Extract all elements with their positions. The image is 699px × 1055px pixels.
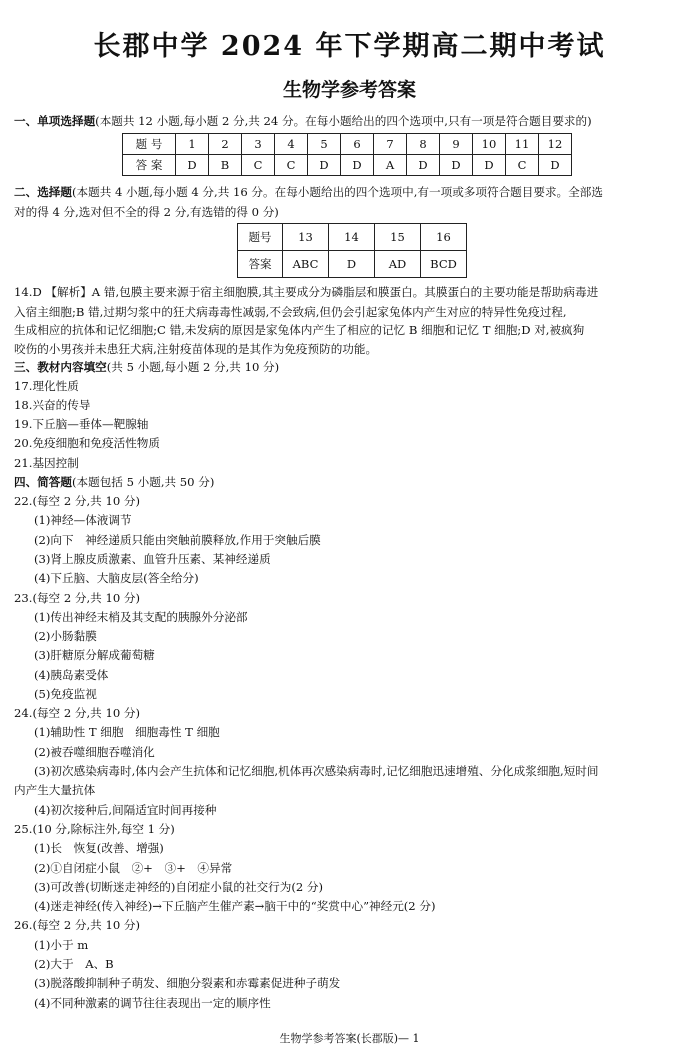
q22-item: (2)向下 神经递质只能由突触前膜释放,作用于突触后膜 [34,533,321,547]
section1-answer-cell: D [440,155,473,176]
section1-answer-cell: D [341,155,374,176]
section2-row-label-a: 答案 [238,251,283,278]
q23-item: (4)胰岛素受体 [34,668,109,682]
page-title: 长郡中学 2024 年下学期高二期中考试 [93,31,606,62]
list-item: 21.基因控制 [14,456,79,470]
section1-answer-cell: B [209,155,242,176]
q26-item: (1)小于 m [34,938,89,952]
q14-line1: 14.D 【解析】A 错,包膜主要来源于宿主细胞膜,其主要成分为磷脂层和膜蛋白。其膜蛋白的主要功能是帮助病毒进 [14,285,599,299]
q23-item: (2)小肠黏膜 [34,629,97,643]
q26-item: (4)不同种激素的调节往往表现出一定的顺序性 [34,996,271,1010]
q22-item: (4)下丘脑、大脑皮层(答全给分) [34,571,199,585]
q14-line2: 入宿主细胞;B 错,过期匀浆中的狂犬病毒毒性减弱,不会致病,但仍会引起家兔体内产生对应的特异性免疫过程, [14,305,567,319]
list-item: 19.下丘脑—垂体—靶腺轴 [14,417,149,431]
section1-num-cell: 9 [440,134,473,155]
section1-num-cell: 4 [275,134,308,155]
section2-note-line1: (本题共 4 小题,每小题 4 分,共 16 分。在每小题给出的四个选项中,有一项或多项符合题目要求。全部选 [71,185,603,199]
q24-item: (4)初次接种后,间隔适宜时间再接种 [34,803,217,817]
section1-num-cell: 7 [374,134,407,155]
section2-answer-table [237,223,467,278]
q24-head: 24.(每空 2 分,共 10 分) [14,706,141,720]
section1-row-label-q: 题 号 [123,134,176,155]
q24-item-continued: 内产生大量抗体 [14,783,96,797]
page-subtitle: 生物学参考答案 [282,79,416,101]
section3-note: (共 5 小题,每小题 2 分,共 10 分) [106,360,280,374]
q22-item: (1)神经—体液调节 [34,513,132,527]
section2-num-cell: 14 [329,224,375,251]
section2-heading: 二、选择题 [14,185,72,199]
section1-answer-cell: D [308,155,341,176]
section1-answer-cell: D [407,155,440,176]
section2-answer-row [238,251,467,278]
section1-note: (本题共 12 小题,每小题 2 分,共 24 分。在每小题给出的四个选项中,只有一项是符合题目要求的) [95,114,592,128]
section1-num-cell: 1 [176,134,209,155]
section1-answer-cell: A [374,155,407,176]
q22-head: 22.(每空 2 分,共 10 分) [14,494,141,508]
list-item: 18.兴奋的传导 [14,398,91,412]
section2-answer-cell: D [329,251,375,278]
section1-answer-cell: C [275,155,308,176]
section2-heading-line [14,184,603,200]
q25-item: (2)①自闭症小鼠 ②+ ③+ ④异常 [34,861,233,875]
section2-num-cell: 15 [375,224,421,251]
q26-head: 26.(每空 2 分,共 10 分) [14,918,141,932]
section1-answer-row [123,155,572,176]
section1-number-row [123,134,572,155]
section1-num-cell: 5 [308,134,341,155]
q24-item: (3)初次感染病毒时,体内会产生抗体和记忆细胞,机体再次感染病毒时,记忆细胞迅速增殖、分化成浆细胞,短时间 [34,764,599,778]
q23-item: (3)肝糖原分解成葡萄糖 [34,648,155,662]
section2-row-label-q: 题号 [238,224,283,251]
section2-number-row [238,224,467,251]
section1-num-cell: 11 [506,134,539,155]
section2-answer-cell: AD [375,251,421,278]
section3-heading-line [14,359,279,375]
section2-num-cell: 13 [283,224,329,251]
section1-answer-table [122,133,572,176]
section3-heading: 三、教材内容填空 [14,360,107,374]
q24-item: (2)被吞噬细胞吞噬消化 [34,745,155,759]
section1-num-cell: 12 [539,134,572,155]
q22-item: (3)肾上腺皮质激素、血管升压素、某神经递质 [34,552,271,566]
section1-answer-cell: C [242,155,275,176]
section4-note: (本题包括 5 小题,共 50 分) [71,475,215,489]
section1-row-label-a: 答 案 [123,155,176,176]
list-item: 20.免疫细胞和免疫活性物质 [14,436,160,450]
q24-item: (1)辅助性 T 细胞 细胞毒性 T 细胞 [34,725,220,739]
section4-heading-line [14,474,214,490]
q14-line3: 生成相应的抗体和记忆细胞;C 错,未发病的原因是家兔体内产生了相应的记忆 B 细胞和记忆 T 细胞;D 对,被疯狗 [14,323,585,337]
section1-answer-cell: C [506,155,539,176]
q26-item: (2)大于 A、B [34,957,114,971]
section1-heading-line [14,113,592,129]
section1-num-cell: 2 [209,134,242,155]
section2-answer-cell: BCD [421,251,467,278]
section1-num-cell: 8 [407,134,440,155]
section2-num-cell: 16 [421,224,467,251]
q23-head: 23.(每空 2 分,共 10 分) [14,591,141,605]
list-item: 17.理化性质 [14,379,79,393]
section2-answer-cell: ABC [283,251,329,278]
q26-item: (3)脱落酸抑制种子萌发、细胞分裂素和赤霉素促进种子萌发 [34,976,341,990]
q25-head: 25.(10 分,除标注外,每空 1 分) [14,822,175,836]
section4-heading: 四、简答题 [14,475,72,489]
section1-num-cell: 3 [242,134,275,155]
section1-answer-cell: D [539,155,572,176]
q14-line4: 咬伤的小男孩并未患狂犬病,注射疫苗体现的是其作为免疫预防的功能。 [14,342,378,356]
section1-answer-cell: D [473,155,506,176]
q23-item: (1)传出神经末梢及其支配的胰腺外分泌部 [34,610,248,624]
page-footer: 生物学参考答案(长郡版)— 1 [279,1032,420,1045]
q23-item: (5)免疫监视 [34,687,97,701]
section2-note-line2: 对的得 4 分,选对但不全的得 2 分,有选错的得 0 分) [14,205,279,219]
section1-heading: 一、单项选择题 [14,114,96,128]
q25-item: (3)可改善(切断迷走神经的)自闭症小鼠的社交行为(2 分) [34,880,324,894]
section1-num-cell: 10 [473,134,506,155]
section1-answer-cell: D [176,155,209,176]
q25-item: (1)长 恢复(改善、增强) [34,841,164,855]
section1-num-cell: 6 [341,134,374,155]
q25-item: (4)迷走神经(传入神经)→下丘脑产生催产素→脑干中的“奖赏中心”神经元(2 分) [34,899,436,913]
